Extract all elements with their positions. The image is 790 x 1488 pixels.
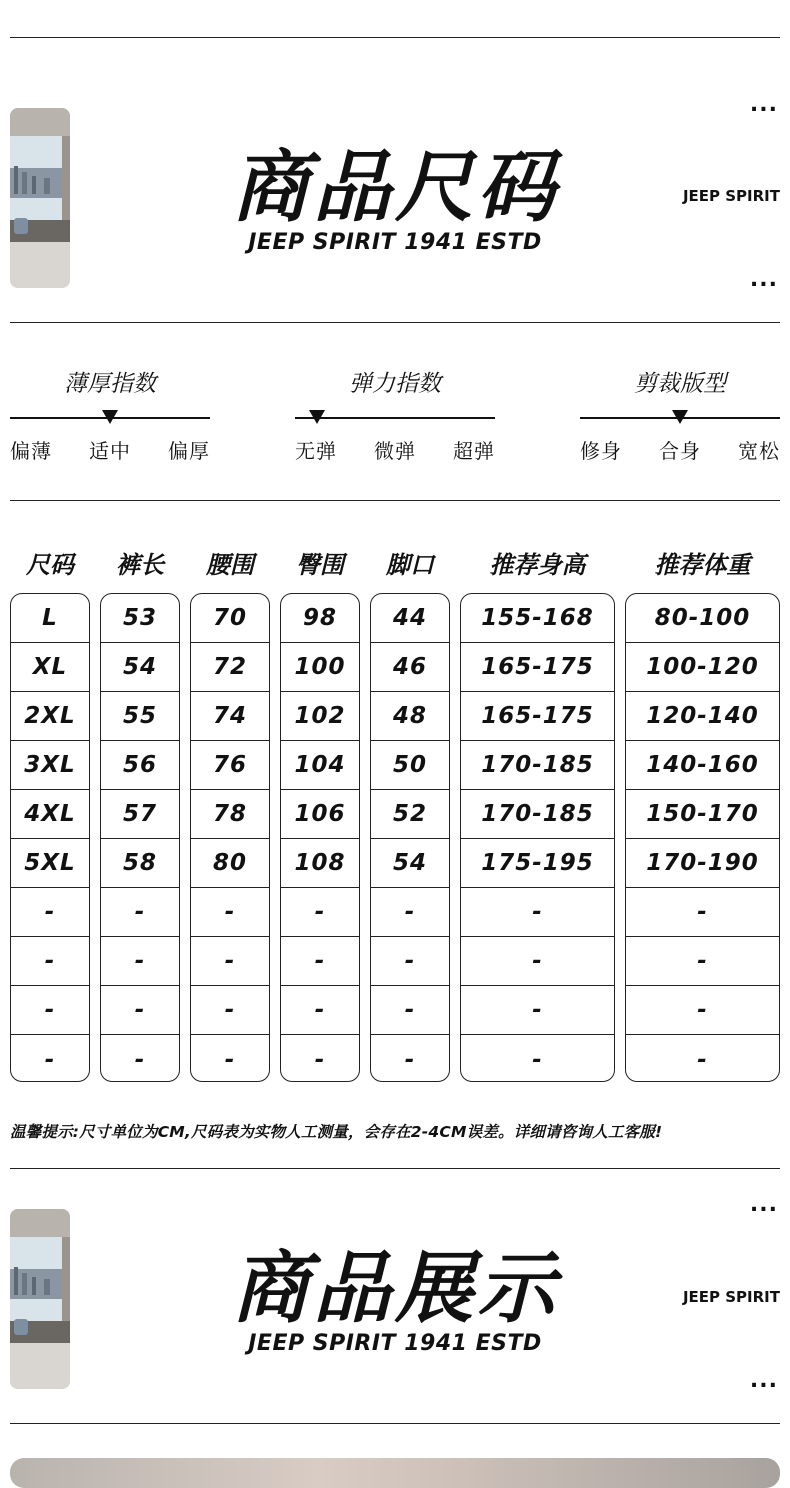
table-cell: 54	[101, 643, 179, 692]
table-cell: XL	[11, 643, 89, 692]
table-cell: -	[191, 888, 269, 937]
table-cell: 74	[191, 692, 269, 741]
table-cell: -	[191, 986, 269, 1035]
decor-dots-top: ...	[749, 92, 778, 117]
table-cell: L	[11, 594, 89, 643]
index-label: 无弹	[295, 439, 337, 463]
height-column	[460, 593, 615, 1082]
table-cell: 78	[191, 790, 269, 839]
table-cell: 76	[191, 741, 269, 790]
column-header-hip: 臀围	[296, 551, 344, 579]
table-cell: 150-170	[626, 790, 779, 839]
weight-column	[625, 593, 780, 1082]
table-cell: 170-185	[461, 741, 614, 790]
table-cell: 57	[101, 790, 179, 839]
table-cell: 56	[101, 741, 179, 790]
index-title: 薄厚指数	[64, 371, 156, 397]
table-cell: 165-175	[461, 692, 614, 741]
column-header-size: 尺码	[26, 551, 74, 579]
table-cell: -	[44, 1046, 56, 1073]
column-header-length: 裤长	[116, 551, 164, 579]
divider	[10, 1423, 780, 1424]
table-cell: -	[281, 937, 359, 986]
table-cell: 170-190	[626, 839, 779, 888]
column-header-weight: 推荐体重	[654, 551, 751, 579]
table-cell: -	[101, 937, 179, 986]
index-label: 合身	[659, 439, 701, 463]
column-header-hem: 脚口	[386, 551, 434, 579]
hem-column	[370, 593, 450, 1082]
table-cell: 52	[371, 790, 449, 839]
index-title: 弹力指数	[349, 371, 441, 397]
page-subtitle: JEEP SPIRIT 1941 ESTD	[248, 230, 542, 255]
index-scale-line	[295, 417, 495, 419]
index-label: 偏薄	[10, 439, 52, 463]
table-cell: 4XL	[11, 790, 89, 839]
size-column	[10, 593, 90, 1082]
table-cell: 165-175	[461, 643, 614, 692]
column-header-height: 推荐身高	[489, 551, 586, 579]
table-cell: 72	[191, 643, 269, 692]
table-cell: 100	[281, 643, 359, 692]
decor-dots-top: ...	[749, 1192, 778, 1217]
index-label: 宽松	[738, 439, 780, 463]
table-cell: 50	[371, 741, 449, 790]
table-cell: -	[314, 1046, 326, 1073]
table-cell: 80	[191, 839, 269, 888]
table-cell: 2XL	[11, 692, 89, 741]
page-title: 商品尺码	[230, 143, 559, 233]
index-marker-icon	[102, 410, 118, 424]
table-cell: -	[461, 986, 614, 1035]
table-cell: -	[191, 937, 269, 986]
table-cell: 100-120	[626, 643, 779, 692]
table-cell: -	[134, 1046, 146, 1073]
table-cell: -	[461, 937, 614, 986]
section-subtitle: JEEP SPIRIT 1941 ESTD	[248, 1331, 542, 1356]
hip-column	[280, 593, 360, 1082]
divider	[10, 1168, 780, 1169]
table-cell: 104	[281, 741, 359, 790]
table-cell: -	[11, 937, 89, 986]
brand-mark: JEEP SPIRIT	[682, 187, 780, 205]
table-cell: 3XL	[11, 741, 89, 790]
divider	[10, 37, 780, 38]
table-cell: 120-140	[626, 692, 779, 741]
table-cell: 58	[101, 839, 179, 888]
brand-mark: JEEP SPIRIT	[682, 1288, 780, 1306]
table-cell: 106	[281, 790, 359, 839]
table-cell: 44	[371, 594, 449, 643]
index-label: 修身	[580, 439, 622, 463]
table-cell: -	[371, 937, 449, 986]
index-title: 剪裁版型	[634, 371, 726, 397]
table-cell: 46	[371, 643, 449, 692]
table-cell: -	[371, 888, 449, 937]
table-cell: -	[281, 986, 359, 1035]
table-cell: 155-168	[461, 594, 614, 643]
table-cell: 70	[191, 594, 269, 643]
table-cell: -	[626, 937, 779, 986]
product-photo	[10, 1458, 780, 1488]
decor-dots-bottom: ...	[749, 267, 778, 292]
index-label: 超弹	[453, 439, 495, 463]
table-cell: 108	[281, 839, 359, 888]
table-cell: 98	[281, 594, 359, 643]
table-cell: 55	[101, 692, 179, 741]
table-cell: -	[371, 986, 449, 1035]
index-label: 偏厚	[168, 439, 210, 463]
divider	[10, 500, 780, 501]
index-label: 微弹	[374, 439, 416, 463]
table-cell: 48	[371, 692, 449, 741]
table-cell: -	[697, 1046, 708, 1073]
size-note: 温馨提示:尺寸单位为CM,尺码表为实物人工测量，会存在2-4CM误差。详细请咨询人工客服!	[10, 1123, 663, 1141]
table-cell: -	[11, 986, 89, 1035]
index-label: 适中	[89, 439, 131, 463]
divider	[10, 322, 780, 323]
table-cell: -	[626, 986, 779, 1035]
column-header-waist: 腰围	[206, 551, 254, 579]
table-cell: -	[532, 1046, 543, 1073]
section-title: 商品展示	[230, 1244, 559, 1334]
index-marker-icon	[309, 410, 325, 424]
length-column	[100, 593, 180, 1082]
table-cell: -	[224, 1046, 236, 1073]
table-cell: -	[461, 888, 614, 937]
decor-dots-bottom: ...	[749, 1368, 778, 1393]
table-cell: 175-195	[461, 839, 614, 888]
table-cell: 140-160	[626, 741, 779, 790]
table-cell: 102	[281, 692, 359, 741]
table-cell: -	[281, 888, 359, 937]
table-cell: 54	[371, 839, 449, 888]
table-cell: -	[101, 888, 179, 937]
table-cell: 53	[101, 594, 179, 643]
table-cell: -	[11, 888, 89, 937]
index-marker-icon	[672, 410, 688, 424]
table-cell: 170-185	[461, 790, 614, 839]
table-cell: -	[404, 1046, 416, 1073]
table-cell: -	[101, 986, 179, 1035]
table-cell: -	[626, 888, 779, 937]
waist-column	[190, 593, 270, 1082]
table-cell: 5XL	[11, 839, 89, 888]
table-cell: 80-100	[626, 594, 779, 643]
